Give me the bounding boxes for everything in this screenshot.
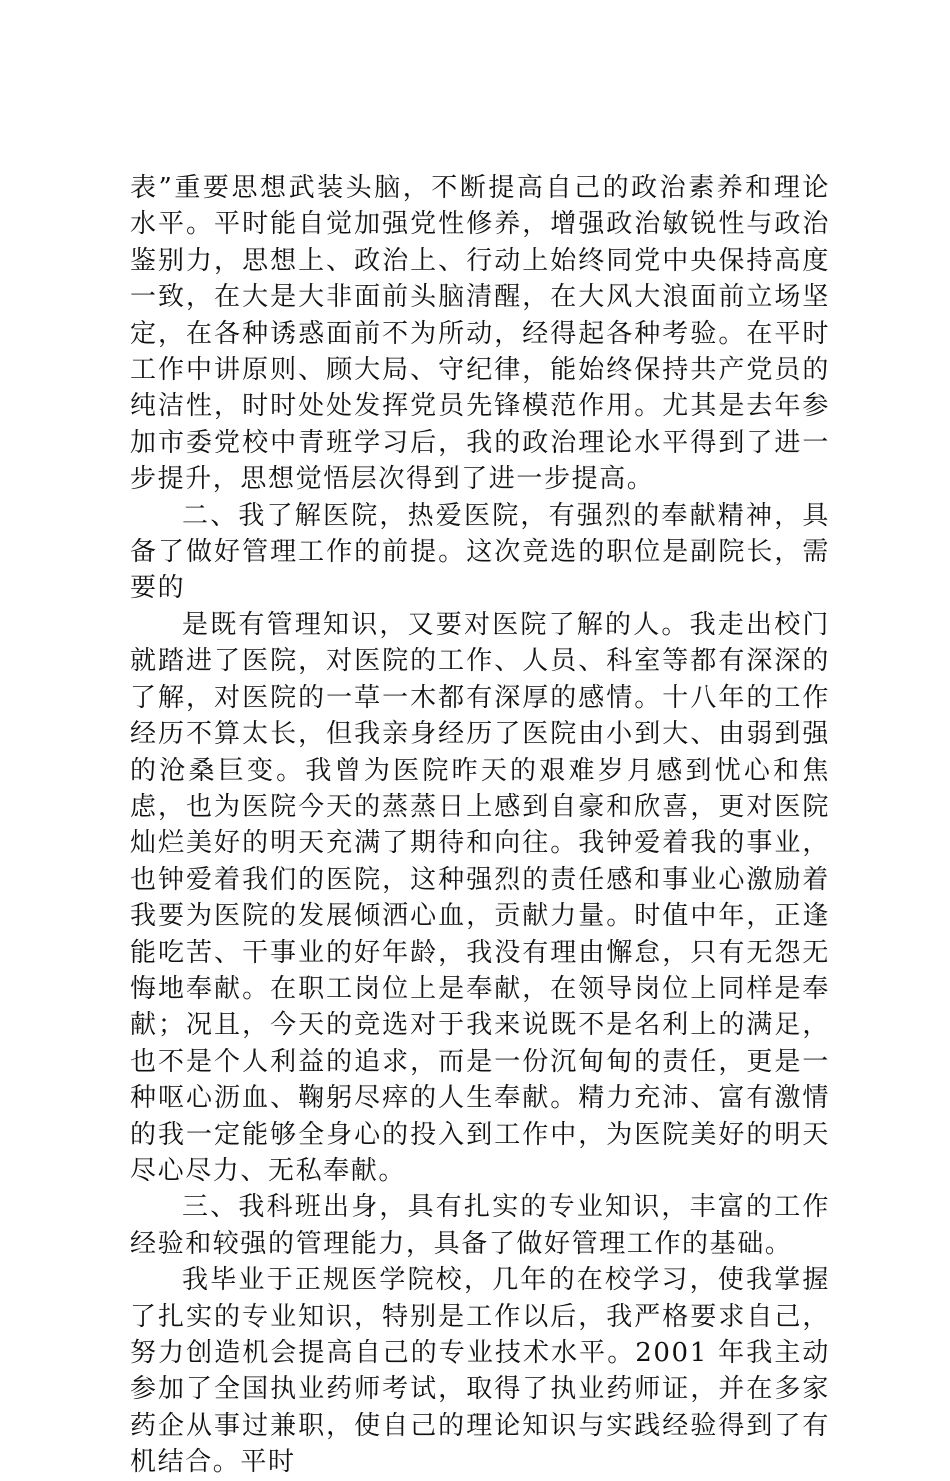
- document-body: [130, 170, 830, 1481]
- paragraph-section-three-heading: 三、我科班出身，具有扎实的专业知识，丰富的工作经验和较强的管理能力，具备了做好管理工作的基础。: [130, 1192, 830, 1259]
- paragraph-section-two-heading: 二、我了解医院，热爱医院，有强烈的奉献精神，具备了做好管理工作的前提。这次竞选的职位是副院长，需要的: [130, 500, 830, 604]
- paragraph-political-quality: 表”重要思想武装头脑，不断提高自己的政治素养和理论水平。平时能自觉加强党性修养，增强政治敏锐性与政治鉴别力，思想上、政治上、行动上始终同党中央保持高度一致，在大是大非面前头脑清醒，在大风大浪面前立场坚定，在各种诱惑面前不为所动，经得起各种考验。在平时工作中讲原则、顾大局、守纪律，能始终保持共产党员的纯洁性，时时处处发挥党员先锋模范作用。尤其是去年参加市委党校中青班学习后，我的政治理论水平得到了进一步提升，思想觉悟层次得到了进一步提高。: [130, 173, 830, 495]
- paragraph-hospital-dedication: 是既有管理知识，又要对医院了解的人。我走出校门就踏进了医院，对医院的工作、人员、科室等都有深深的了解，对医院的一草一木都有深厚的感情。十八年的工作经历不算太长，但我亲身经历了医院由小到大、由弱到强的沧桑巨变。我曾为医院昨天的艰难岁月感到忧心和焦虑，也为医院今天的蒸蒸日上感到自豪和欣喜，更对医院灿烂美好的明天充满了期待和向往。我钟爱着我的事业，也钟爱着我们的医院，这种强烈的责任感和事业心激励着我要为医院的发展倾洒心血，贡献力量。时值中年，正逢能吃苦、干事业的好年龄，我没有理由懈怠，只有无怨无悔地奉献。在职工岗位上是奉献，在领导岗位上同样是奉献；况且，今天的竞选对于我来说既不是名利上的满足，也不是个人利益的追求，而是一份沉甸甸的责任，更是一种呕心沥血、鞠躬尽瘁的人生奉献。精力充沛、富有激情的我一定能够全身心的投入到工作中，为医院美好的明天尽心尽力、无私奉献。: [130, 609, 830, 1186]
- paragraph-professional-background: 我毕业于正规医学院校，几年的在校学习，使我掌握了扎实的专业知识，特别是工作以后，我严格要求自己，努力创造机会提高自己的专业技术水平。2001 年我主动参加了全国执业药师考试，取得了执业药师证，并在多家药企从事过兼职，使自己的理论知识与实践经验得到了有机结合。平时: [130, 1265, 830, 1478]
